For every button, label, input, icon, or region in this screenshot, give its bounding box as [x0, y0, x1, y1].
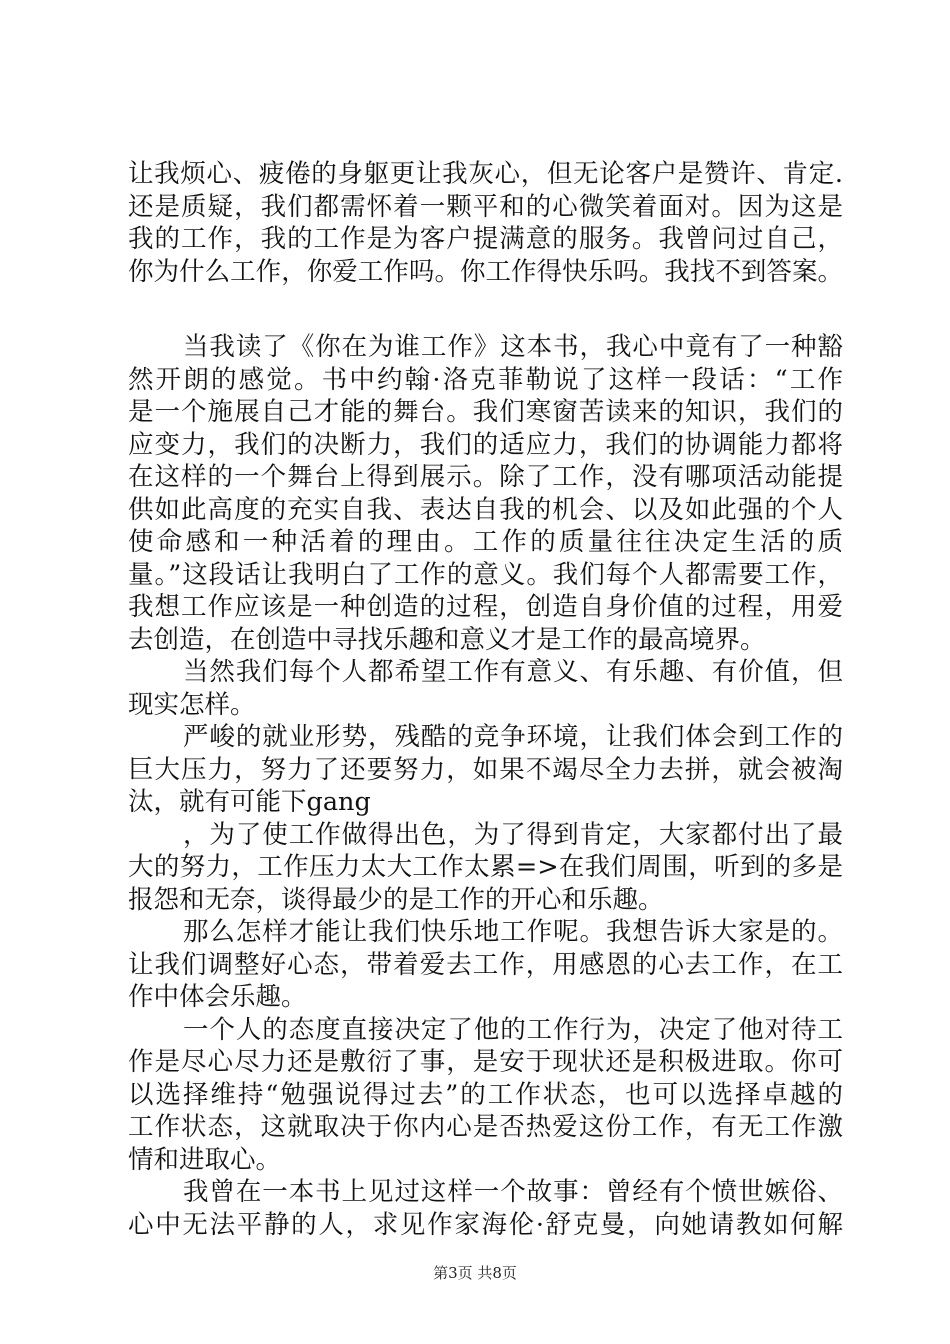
text-line: 情和进取心。: [128, 1144, 282, 1175]
text-line: 心中无法平静的人，求见作家海伦·舒克曼，向她请教如何解: [128, 1209, 843, 1240]
paragraph-gap: [128, 288, 843, 331]
text-line: 汰，就有可能下gang: [128, 787, 371, 817]
text-line: 还是质疑，我们都需怀着一颗平和的心微笑着面对。因为这是: [128, 191, 843, 222]
text-line: 使命感和一种活着的理由。工作的质量往往决定生活的质: [128, 527, 843, 557]
text-line: 严峻的就业形势，残酷的竞争环境，让我们体会到工作的: [183, 722, 843, 752]
text-line: 当我读了《你在为谁工作》这本书，我心中竟有了一种豁: [183, 332, 843, 362]
text-line: 工作状态，这就取决于你内心是否热爱这份工作，有无工作激: [128, 1112, 843, 1142]
text-line: 我曾在一本书上见过这样一个故事：曾经有个愤世嫉俗、: [183, 1177, 843, 1207]
text-line: 我的工作，我的工作是为客户提满意的服务。我曾问过自己，: [128, 224, 843, 254]
text-line: 我想工作应该是一种创造的过程，创造自身价值的过程，用爱: [128, 592, 843, 622]
text-line: 作是尽心尽力还是敷衍了事，是安于现状还是积极进取。你可: [128, 1047, 843, 1077]
text-line: 让我们调整好心态，带着爱去工作，用感恩的心去工作，在工: [128, 949, 843, 980]
text-line: 报怨和无奈，谈得最少的是工作的开心和乐趣。: [128, 884, 664, 915]
text-line: 当然我们每个人都希望工作有意义、有乐趣、有价值，但: [183, 657, 843, 687]
text-line: 量。”这段话让我明白了工作的意义。我们每个人都需要工作，: [128, 559, 843, 590]
text-line: 让我烦心、疲倦的身躯更让我灰心，但无论客户是赞许、肯定.: [128, 159, 843, 189]
text-line: 在这样的一个舞台上得到展示。除了工作，没有哪项活动能提: [128, 462, 843, 492]
text-line: 现实怎样。: [128, 689, 256, 720]
text-line: ，为了使工作做得出色，为了得到肯定，大家都付出了最: [183, 819, 843, 850]
text-line: 巨大压力，努力了还要努力，如果不竭尽全力去拼，就会被淘: [128, 754, 843, 785]
text-line: 一个人的态度直接决定了他的工作行为，决定了他对待工: [183, 1014, 843, 1045]
text-line: 是一个施展自己才能的舞台。我们寒窗苦读来的知识，我们的: [128, 397, 843, 427]
text-line: 然开朗的感觉。书中约翰·洛克菲勒说了这样一段话：“工作: [128, 364, 843, 395]
text-line: 去创造，在创造中寻找乐趣和意义才是工作的最高境界。: [128, 624, 766, 655]
text-line: 大的努力，工作压力太大工作太累=>在我们周围，听到的多是: [128, 852, 843, 882]
text-line: 你为什么工作，你爱工作吗。你工作得快乐吗。我找不到答案。: [128, 256, 843, 287]
text-line: 以选择维持“勉强说得过去”的工作状态，也可以选择卓越的: [128, 1079, 843, 1110]
text-line: 那么怎样才能让我们快乐地工作呢。我想告诉大家是的。: [183, 917, 843, 947]
text-line: 应变力，我们的决断力，我们的适应力，我们的协调能力都将: [128, 429, 843, 460]
text-line: 供如此高度的充实自我、表达自我的机会、以及如此强的个人: [128, 494, 843, 525]
body-text: [128, 158, 843, 1241]
page-footer: 第3页 共8页: [433, 1264, 517, 1282]
text-line: 作中体会乐趣。: [128, 982, 307, 1012]
